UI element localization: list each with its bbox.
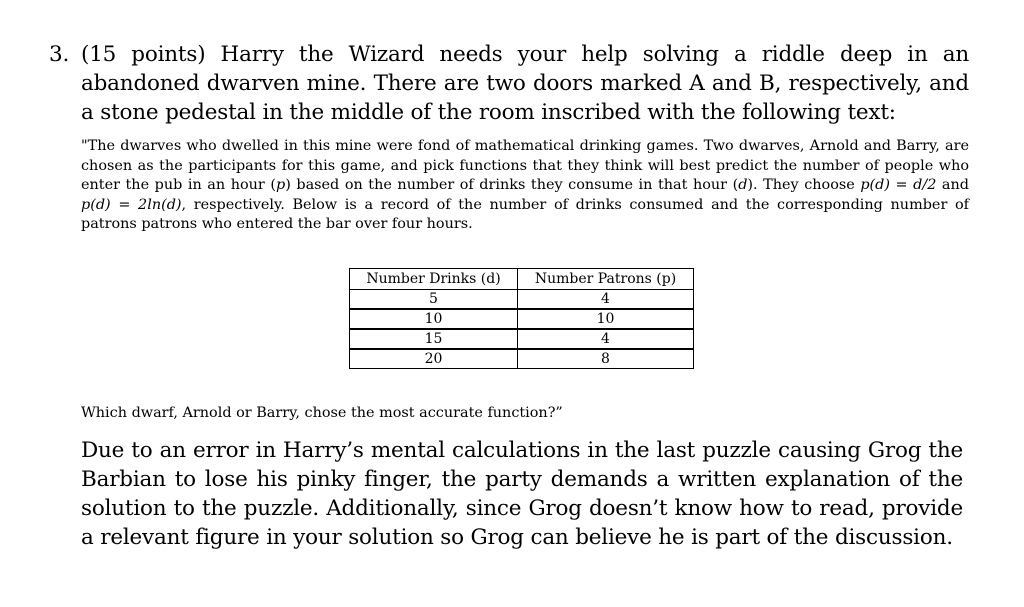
- inscription-text: [81, 137, 969, 235]
- cell-patrons: 10: [518, 309, 694, 329]
- inscription-part-3: ). They choose: [747, 177, 861, 193]
- problem-3: [49, 40, 969, 235]
- function-arnold: p(d) = d/2: [860, 177, 937, 193]
- cell-patrons: 4: [518, 290, 694, 310]
- drinks-patrons-table: [349, 268, 694, 369]
- problem-lead: [49, 40, 969, 127]
- table-row: [350, 290, 694, 310]
- problem-number: 3.: [49, 42, 70, 67]
- table-row: [350, 329, 694, 349]
- cell-drinks: 15: [350, 329, 518, 349]
- variable-d: d: [738, 177, 748, 193]
- table-row: [350, 349, 694, 369]
- riddle-question: Which dwarf, Arnold or Barry, chose the most accurate function?”: [81, 405, 563, 421]
- cell-patrons: 8: [518, 349, 694, 369]
- data-table-wrapper: [349, 268, 694, 369]
- problem-statement: (15 points) Harry the Wizard needs your help solving a riddle deep in an abandoned dwarven mine. There are two doors marked A and B, respectively, and a stone pedestal in the middle of the room inscribed with the following text:: [81, 42, 969, 125]
- explanation-paragraph: Due to an error in Harry’s mental calculations in the last puzzle causing Grog the Barbian to lose his pinky finger, the party demands a written explanation of the solution to the puzzle. Additionally, since Grog doesn’t know how to read, provide a relevant figure in your solution so Grog can believe he is part of the discussion.: [81, 438, 963, 550]
- table-row: [350, 309, 694, 329]
- inscription-part-5: , respectively. Below is a record of the number of drinks consumed and the corresponding number of patrons patrons who entered the bar over four hours.: [81, 196, 969, 232]
- cell-drinks: 10: [350, 309, 518, 329]
- inscription-part-2: ) based on the number of drinks they consume in that hour (: [285, 177, 739, 193]
- inscription-part-4: and: [936, 177, 969, 193]
- variable-p: p: [275, 177, 286, 193]
- table-header-row: [350, 269, 694, 290]
- function-barry: p(d) = 2ln(d): [81, 196, 182, 213]
- header-patrons: Number Patrons (p): [518, 269, 694, 290]
- cell-patrons: 4: [518, 329, 694, 349]
- header-drinks: Number Drinks (d): [350, 269, 518, 290]
- cell-drinks: 20: [350, 349, 518, 369]
- cell-drinks: 5: [350, 290, 518, 310]
- inscription-part-1: "The dwarves who dwelled in this mine were fond of mathematical drinking games. Two dwarves, Arnold and Barry, are chosen as the participants for this game, and pick functions that they think will best predict the number of people who enter the pub in an hour (: [81, 138, 969, 193]
